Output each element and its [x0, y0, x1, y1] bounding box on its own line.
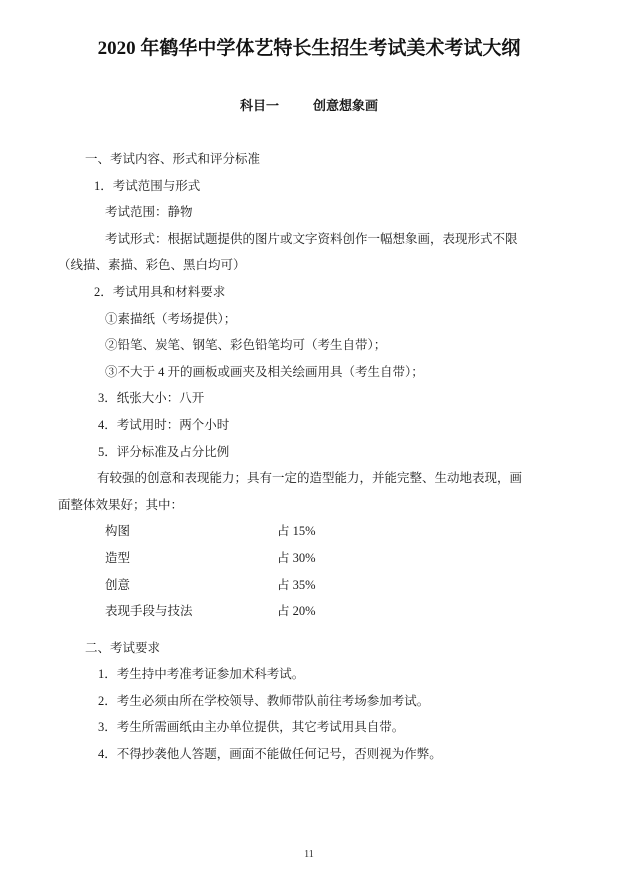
exam-form-line2: （线描、素描、彩色、黑白均可）	[58, 258, 246, 273]
score-row-composition	[58, 518, 560, 545]
exam-scope-line: 考试范围：静物	[105, 205, 193, 220]
section1-item3: 3．纸张大小：八开	[98, 391, 205, 406]
exam-form-line1: 考试形式：根据试题提供的图片或文字资料创作一幅想象画，表现形式不限	[105, 231, 518, 246]
score-label: 构图	[105, 524, 131, 539]
criteria-line-2: 面整体效果好；其中：	[58, 497, 184, 512]
section2-item3: 3．考生所需画纸由主办单位提供，其它考试用具自带。	[98, 720, 405, 735]
section2-item1: 1．考生持中考准考证参加术科考试。	[98, 667, 305, 682]
subject-number: 科目一	[239, 98, 279, 113]
material-item-3: ③不大于 4 开的画板或画夹及相关绘画用具（考生自带）；	[105, 364, 424, 379]
section1-heading: 一、考试内容、形式和评分标准	[85, 152, 261, 166]
score-label: 表现手段与技法	[105, 604, 193, 619]
score-label: 创意	[105, 577, 131, 592]
section2-item4: 4．不得抄袭他人答题，画面不能做任何记号，否则视为作弊。	[98, 747, 442, 762]
section1-item1: 1．考试范围与形式	[94, 178, 201, 193]
score-label: 造型	[105, 550, 131, 565]
score-row-technique	[58, 598, 560, 625]
section1-item5: 5．评分标准及占分比例	[98, 444, 230, 459]
score-row-creativity	[58, 572, 560, 599]
section2-heading: 二、考试要求	[85, 640, 161, 655]
page-number: 11	[304, 849, 314, 860]
score-value: 占 20%	[277, 604, 316, 619]
section1-item4: 4．考试用时：两个小时	[98, 417, 230, 432]
score-row-modeling	[58, 545, 560, 572]
document-subtitle	[0, 97, 618, 114]
subject-name: 创意想象画	[313, 98, 379, 113]
section2-item2: 2．考生必须由所在学校领导、教师带队前往考场参加考试。	[98, 693, 430, 708]
score-value: 占 35%	[277, 577, 316, 592]
material-item-1: ①素描纸（考场提供）；	[105, 311, 237, 326]
material-item-2: ②铅笔、炭笔、钢笔、彩色铅笔均可（考生自带）；	[105, 338, 387, 353]
criteria-line-1: 有较强的创意和表现能力；具有一定的造型能力，并能完整、生动地表现，画	[97, 471, 523, 486]
document-title: 2020 年鹤华中学体艺特长生招生考试美术考试大纲	[97, 38, 521, 59]
score-value: 占 30%	[277, 550, 316, 565]
score-value: 占 15%	[277, 524, 316, 539]
document-body	[58, 146, 560, 768]
section1-item2: 2．考试用具和材料要求	[94, 284, 226, 299]
